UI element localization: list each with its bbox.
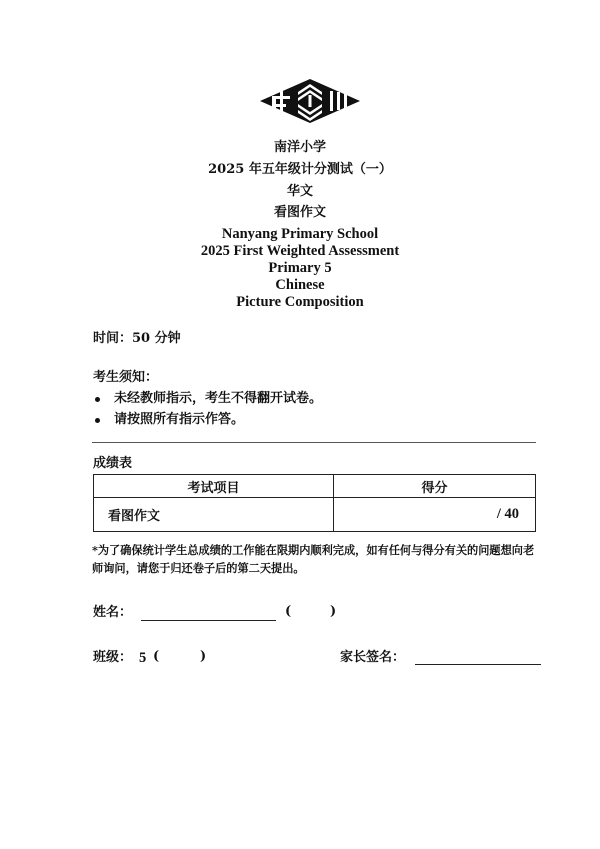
nanyang-school-crest-icon <box>258 78 362 124</box>
score-table <box>93 474 536 532</box>
en-school-name: Nanyang Primary School <box>221 226 379 242</box>
instructions-title: 考生须知： <box>93 370 159 385</box>
bullet-icon <box>95 418 100 423</box>
parent-signature-label: 家长签名： <box>340 650 406 665</box>
duration-label: 时间： <box>93 331 133 346</box>
cn-school-name: 南洋小学 <box>273 140 326 155</box>
name-paren-close: ) <box>330 604 337 619</box>
class-level: 5 <box>139 650 147 666</box>
class-label: 班级： <box>93 650 133 665</box>
row-score: / 40 <box>334 498 536 532</box>
name-paren-open: ( <box>285 604 292 619</box>
class-paren-close: ) <box>200 649 207 664</box>
score-table-title: 成绩表 <box>93 456 133 471</box>
table-row <box>94 498 536 532</box>
name-input-line[interactable] <box>141 620 276 621</box>
en-subject: Chinese <box>275 277 325 293</box>
class-field[interactable] <box>162 649 200 667</box>
parent-signature-line[interactable] <box>415 664 541 665</box>
en-level: Primary 5 <box>268 260 332 276</box>
index-number-field[interactable] <box>292 604 330 622</box>
cn-paper-title: 看图作文 <box>273 205 326 220</box>
score-table-header-row <box>94 475 536 498</box>
bullet-icon <box>95 397 100 402</box>
instruction-text: 请按照所有指示作答。 <box>114 412 245 427</box>
cn-assessment-title: 2025 年五年级计分测试（一） <box>208 162 392 177</box>
instruction-item <box>95 412 495 428</box>
duration-value: 50 分钟 <box>132 331 181 346</box>
en-assessment-title: 2025 First Weighted Assessment <box>200 243 400 259</box>
header-score: 得分 <box>334 475 536 498</box>
cn-subject: 华文 <box>286 184 313 199</box>
section-divider <box>92 442 536 443</box>
class-paren-open: ( <box>153 649 160 664</box>
en-paper-title: Picture Composition <box>236 294 364 310</box>
name-label: 姓名： <box>93 605 133 620</box>
header-exam-item: 考试项目 <box>94 475 334 498</box>
instruction-text: 未经教师指示，考生不得翻开试卷。 <box>114 391 323 406</box>
duration <box>93 331 181 347</box>
score-inquiry-note: *为了确保统计学生总成绩的工作能在限期内顺利完成，如有任何与得分有关的问题想向老师询问，请您于归还卷子后的第二天提出。 <box>92 543 535 575</box>
row-item: 看图作文 <box>94 498 334 532</box>
instruction-item <box>95 391 495 407</box>
